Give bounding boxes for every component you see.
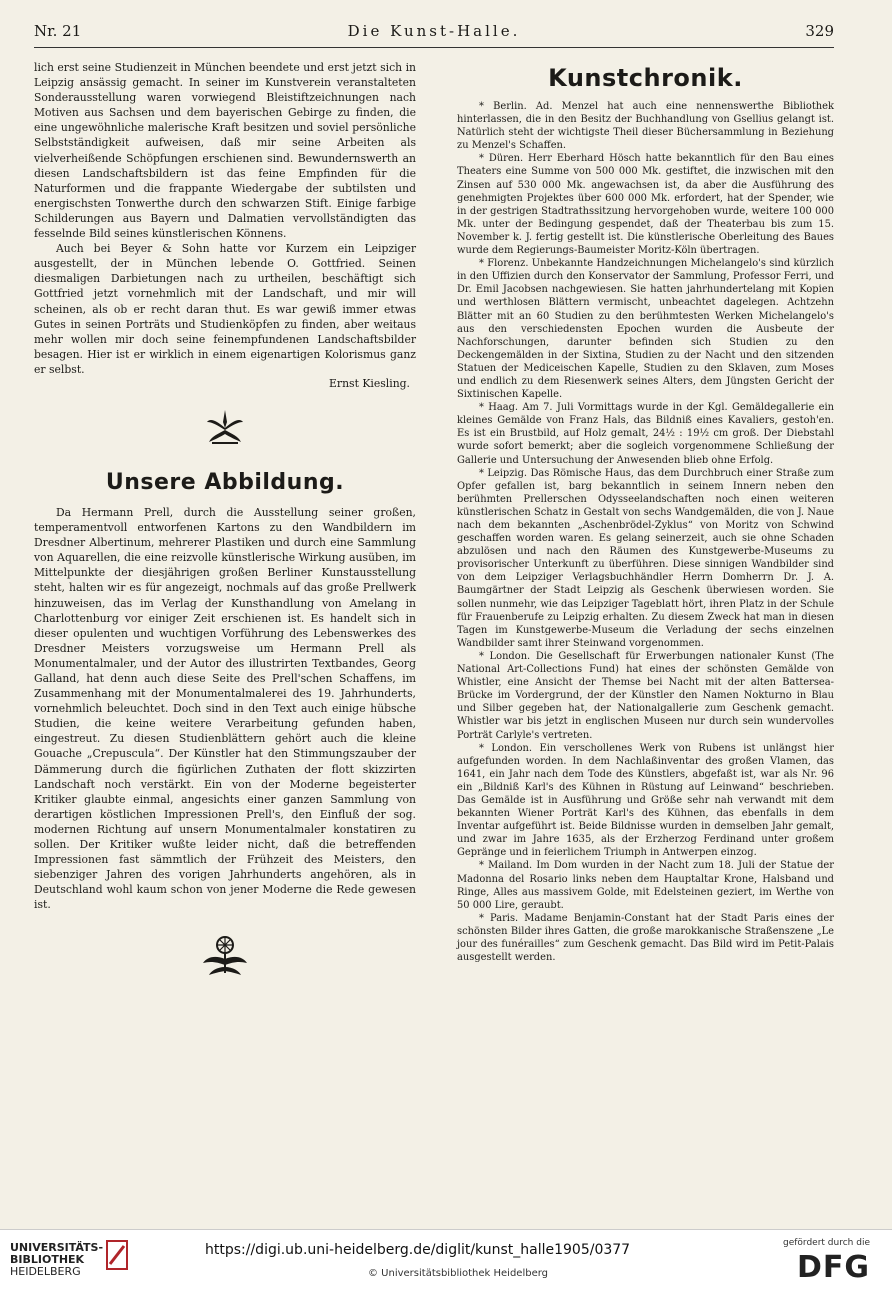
- journal-title: Die Kunst-Halle.: [347, 22, 521, 40]
- issue-number: Nr. 21: [34, 22, 82, 40]
- news-entry: * London. Die Gesellschaft für Erwerbungen nationaler Kunst (The National Art-Collections Fund) hat eines der schönsten Gemälde von Whistler, eine Ansicht der Themse bei Nacht mit der alten Battersea-Brücke im Vordergrund, der der Künstler den Namen Nokturno in Blau und Silber gegeben hat, der Nationalgallerie zum Geschenk gemacht. Whistler war bis jetzt in englischen Museen nur durch sein wundervolles Porträt Carlyle's vertreten.: [457, 650, 834, 741]
- permalink-url[interactable]: https://digi.ub.uni-heidelberg.de/diglit/kunst_halle1905/0377: [205, 1242, 631, 1258]
- dfg-note: gefördert durch die: [783, 1238, 870, 1248]
- article-paragraph: lich erst seine Studienzeit in München beendete und erst jetzt sich in Leipzig ansässig gemacht. In seiner im Kunstverein veranstalteten Sonderausstellung waren vorwiegend Bleistiftzeichnungen nach Motiven aus Sachsen und dem bayerischen Gebirge zu finden, die eine ungewöhnliche malerische Kraft besitzen und soviel persönliche Selbstständigkeit aufweisen, daß mir seine Arbeiten als vielverheißende Schöpfungen erschienen sind. Bewundernswerth an diesen Landschaftsbildern ist das feine Empfinden für die Naturformen und die frappante Wiedergabe der subtilsten und energischsten Tonwerthe durch den schwarzen Stift. Einige farbige Schilderungen aus Bayern und Dalmatien vervollständigten das fesselnde Bild seines künstlerischen Könnens.: [34, 61, 416, 241]
- library-name-line2: BIBLIOTHEK: [10, 1253, 85, 1266]
- section-heading-unsere-abbildung: Unsere Abbildung.: [105, 469, 345, 495]
- news-entry: * Paris. Madame Benjamin-Constant hat der Stadt Paris eines der schönsten Bilder ihres Gatten, die große marokkanische Straßenszene „Le jour des funérailles“ zum Geschenk gemacht. Das Bild wird im Petit-Palais ausgestellt werden.: [457, 912, 834, 964]
- library-name-line1: UNIVERSITÄTS-: [10, 1241, 104, 1254]
- floral-ornament-icon: [34, 406, 416, 446]
- news-entry: * Leipzig. Das Römische Haus, das dem Durchbruch einer Straße zum Opfer gefallen ist, barg bekanntlich in seinem Innern neben den berühmten Prellerschen Odysseelandschaften noch einen weiteren künstlerischen Schatz in Gestalt von sechs Wandgemälden, die von J. Naue nach dem bekannten „Aschenbrödel-Zyklus“ von Moritz von Schwind geschaffen worden waren. Es gelang seinerzeit, auch sie ohne Schaden abzulösen und nach den Räumen des Kunstgewerbe-Museums zu provisorischer Unterkunft zu überführen. Diese sinnigen Wandbilder sind von dem Leipziger Verlagsbuchhändler Herrn Domherrn Dr. J. A. Baumgärtner der Stadt Leipzig als Geschenk überwiesen worden. Sie sollen nunmehr, wie das Leipziger Tageblatt hört, ihren Platz in der Schule für Frauenberufe zu Leipzig erhalten. Zu diesem Zweck hat man in diesen Tagen im Kunstgewerbe-Museum die Verladung der sechs einzelnen Wandbilder samt ihrer Steinwand vorgenommen.: [457, 467, 834, 649]
- viewer-footer: [0, 1229, 892, 1292]
- article-paragraph: Auch bei Beyer & Sohn hatte vor Kurzem ein Leipziger ausgestellt, der in München lebende O. Gottfried. Seinen diesmaligen Darbietungen nach zu urtheilen, beschäftigt sich Gottfried jetzt vornehmlich mit der Landschaft, und mir will scheinen, als ob er recht daran thut. Es war gewiß immer etwas Gutes in seinen Porträts und Studienköpfen zu finden, aber weitaus mehr wollen mir doch seine feinempfundenen Landschaftsbilder besagen. Hier ist er wirklich in einem eigenartigen Kolorismus ganz er selbst.: [34, 242, 416, 376]
- news-entry: * London. Ein verschollenes Werk von Rubens ist unlängst hier aufgefunden worden. In dem Nachlaßinventar des großen Vlamen, das 1641, ein Jahr nach dem Tode des Künstlers, abgefaßt ist, war als Nr. 96 ein „Bildniß Karl's des Kühnen in Rüstung auf Leinwand“ beschrieben. Das Gemälde ist in Ausführung und Größe sehr nah verwandt mit dem bekannten Wiener Porträt Karl's des Kühnen, das ebenfalls in dem Inventar aufgeführt ist. Beide Bildnisse wurden in demselben Jahr gemalt, und zwar im Jahre 1635, als der Erzherzog Ferdinand unter großem Gepränge und in feierlichem Triumph in Antwerpen einzog.: [457, 742, 834, 859]
- article-paragraph: Da Hermann Prell, durch die Ausstellung seiner großen, temperamentvoll entworfenen Kartons zu den Wandbildern im Dresdner Albertinum, mehrerer Plastiken und durch eine Sammlung von Aquarellen, die eine reizvolle künstlerische Wirkung ausüben, im Mittelpunkte der diesjährigen großen Berliner Kunstausstellung steht, halten wir es für angezeigt, nochmals auf das große Prellwerk hinzuweisen, das im Verlag der Kunsthandlung von Amelang in Charlottenburg vor einiger Zeit erschienen ist. Es handelt sich in dieser opulenten und wuchtigen Vorführung des Lebenswerkes des Dresdner Meisters vorzugsweise um Hermann Prell als Monumentalmaler, und der Autor des illustrirten Textbandes, Georg Galland, hat denn auch diese Seite des Prell'schen Schaffens, im Zusammenhang mit der Monumentalmalerei des 19. Jahrhunderts, vornehmlich beleuchtet. Doch sind in den Text auch einige hübsche Studien, die keine weitere Verarbeitung gefunden haben, eingestreut. Zu diesen Studienblättern gehört auch die kleine Gouache „Crepuscula“. Der Künstler hat den Stimmungszauber der Dämmerung durch die figürlichen Zuthaten der flott skizzirten Landschaft noch verstärkt. Ein von der Moderne begeisterter Kritiker glaubte einmal, angesichts einer ganzen Sammlung von derartigen köstlichen Impressionen Prell's, den Einfluß der sog. modernen Richtung auf unsern Monumentalmaler konstatiren zu sollen. Der Kritiker wußte leider nicht, daß die betreffenden Impressionen fast sämmtlich der Frühzeit des Meisters, den siebenziger Jahren des vorigen Jahrhunderts angehören, als in Deutschland wohl kaum schon von jener Moderne die Rede gewesen ist.: [34, 505, 416, 912]
- news-entry: * Berlin. Ad. Menzel hat auch eine nennenswerthe Bibliothek hinterlassen, die in den Besitz der Buchhandlung von Gsellius gelangt ist. Natürlich steht der wichtigste Theil dieser Büchersammlung in Beziehung zu Menzel's Schaffen.: [457, 101, 834, 152]
- page-number: 329: [805, 22, 834, 40]
- header-rule: [34, 47, 834, 48]
- news-entry: * Mailand. Im Dom wurden in der Nacht zum 18. Juli der Statue der Madonna del Rosario links neben dem Hauptaltar Krone, Halsband und Ringe, Alles aus massivem Golde, mit Edelsteinen geziert, im Werthe von 50 000 Lire, geraubt.: [457, 860, 834, 911]
- news-entry: * Florenz. Unbekannte Handzeichnungen Michelangelo's sind kürzlich in den Uffizien durch den Konservator der Sammlung, Professor Ferri, und Dr. Emil Jacobsen nachgewiesen. Sie hatten jahrhundertelang mit Kopien und werthlosen Blättern vermischt, unbeachtet dagelegen. Achtzehn Blätter mit an 60 Studien zu den berühmtesten Werken Michelangelo's aus den verschiedensten Epochen wurden die Ausbeute der Nachforschungen, darunter befinden sich Studien zu den Deckengemälden in der Sixtina, Studien zu der Nacht und den sitzenden Statuen der Mediceischen Kapelle, Studien zu den Sklaven, zum Moses und endlich zu dem Riesenwerk seines Alters, dem Jüngsten Gericht der Sixtinischen Kapelle.: [457, 258, 834, 401]
- copyright-notice: © Universitätsbibliothek Heidelberg: [368, 1268, 549, 1279]
- section-heading-kunstchronik: Kunstchronik.: [548, 64, 743, 92]
- library-emblem-icon: [106, 1240, 128, 1270]
- library-logo[interactable]: [10, 1242, 103, 1278]
- right-column: [457, 60, 834, 964]
- thistle-ornament-icon: [34, 933, 416, 977]
- news-entry: * Düren. Herr Eberhard Hösch hatte bekanntlich für den Bau eines Theaters eine Summe von 500 000 Mk. gestiftet, die inzwischen mit den Zinsen auf 530 000 Mk. angewachsen ist, da aber die Ausführung des genehmigten Projektes über 600 000 Mk. erfordert, hat der Spender, wie in der gestrigen Stadtrathssitzung hervorgehoben wurde, weitere 100 000 Mk. unter der Bedingung gespendet, daß der Theaterbau bis zum 15. November k. J. fertig gestellt ist. Die künstlerische Oberleitung des Baues wurde dem Regierungs-Baumeister Moritz-Köln übertragen.: [457, 153, 834, 257]
- dfg-logo[interactable]: DFG: [796, 1250, 870, 1285]
- author-signature: Ernst Kiesling.: [329, 376, 410, 390]
- library-name-line3: HEIDELBERG: [10, 1265, 81, 1278]
- left-column: [34, 60, 416, 977]
- page-header: [34, 22, 834, 46]
- news-entry: * Haag. Am 7. Juli Vormittags wurde in der Kgl. Gemäldegallerie ein kleines Gemälde von Franz Hals, das Bildniß eines Kavaliers, gestoh'en. Es ist ein Brustbild, auf Holz gemalt, 24½ : 19½ cm groß. Der Diebstahl wurde sofort bemerkt; aber die sogleich vorgenommene Schließung der Gallerie und Untersuchung der Anwesenden blieb ohne Erfolg.: [457, 402, 834, 466]
